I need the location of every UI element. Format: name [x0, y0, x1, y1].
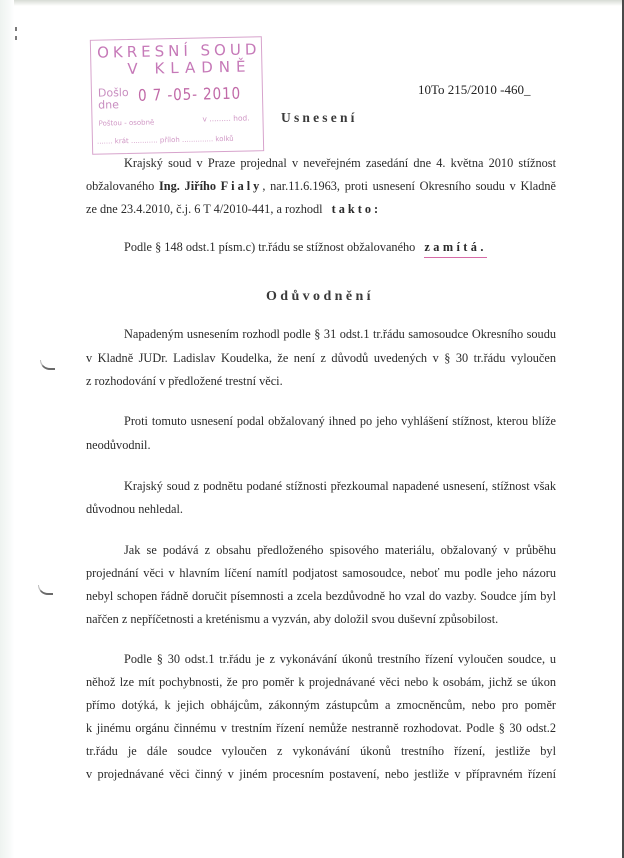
stamp-received-label [98, 87, 129, 112]
reasoning-title: Odůvodnění [266, 289, 374, 304]
stamp-received-label-2: dne [98, 98, 120, 112]
intro-line-3 [86, 201, 556, 217]
reasoning-p1-line-1: Napadeným usnesením rozhodl podle § 31 odst.1 tr.řádu samosoudce Okresního soudu [124, 327, 556, 341]
intro-line-2 [86, 178, 556, 194]
intro-line-3-prefix: ze dne 23.4.2010, č.j. 6 T 4/2010-441, a rozhodl [86, 202, 323, 216]
stamp-court-name: OKRESNÍ SOUD [96, 40, 261, 62]
intro-takto: takto: [331, 202, 382, 216]
reasoning-p5-line-5: tr.řádu je dále soudce vyloučen z vykonávání úkonů trestního řízení, jestliže byl [86, 744, 556, 758]
reasoning-p4-line-1: Jak se podává z obsahu předloženého spisového materiálu, obžalovaný v průběhu [124, 543, 556, 557]
reasoning-p5-line-6: v projednávané věci činný v jiném procesním postavení, nebo jestliže v přípravném řízení [86, 767, 556, 781]
stamp-court-city: V KLADNĚ [127, 57, 252, 79]
scan-edge-left [0, 0, 14, 858]
intro-line-1: Krajský soud v Praze projednal v neveřejném zasedání dne 4. května 2010 stížnost [124, 156, 556, 170]
verdict-decision: zamítá. [424, 240, 486, 258]
punch-hole-mark [15, 36, 17, 40]
stamp-received-label-1: Došlo [97, 86, 129, 100]
reasoning-p2-line-1: Proti tomuto usnesení podal obžalovaný ihned po jeho vyhlášení stížnost, kterou blíže [124, 414, 556, 428]
margin-pencil-mark [38, 585, 53, 595]
intro-line-2-suffix: , nar.11.6.1963, proti usnesení Okresního soudu v Kladně [262, 179, 556, 193]
reasoning-p1-line-3: z rozhodování v předložené trestní věci. [86, 374, 283, 388]
case-reference-number: 10To 215/2010 -460_ [418, 82, 531, 97]
reasoning-p2-line-2: neodůvodnil. [86, 438, 151, 452]
stamp-attachments-line: ....... krát ............ příloh .............. kolků [96, 134, 234, 146]
reasoning-p5-line-1: Podle § 30 odst.1 tr.řádu je z vykonávání úkonů trestního řízení vyloučen soudce, u [124, 652, 556, 666]
defendant-surname: Fialy [220, 179, 263, 193]
reasoning-p5-line-3: přímo dotýká, k jejich obhájcům, zákonným zástupcům a zmocněncům, nebo pro poměr [86, 698, 556, 712]
reasoning-p1-line-2: v Kladně JUDr. Ladislav Koudelka, že není z důvodů uvedených v § 30 tr.řádu vyloučen [86, 351, 556, 365]
document-title: Usnesení [281, 110, 358, 125]
reasoning-p4-line-3: nebyl schopen řádně doručit písemnosti a zcela bezdůvodně ho vzal do vazby. Soudce jím byl [86, 589, 556, 603]
reasoning-p5-line-2: něhož lze mít pochybnosti, že pro poměr k projednávané věci nebo k osobám, jichž se úkon [86, 675, 556, 689]
scan-edge-top [14, 0, 624, 6]
stamp-hour-label: v ......... hod. [202, 113, 250, 124]
intro-defendant-label: obžalovaného [86, 179, 155, 193]
reasoning-p4-line-2: projednání věci v hlavním líčení namítl podjatost samosoudce, neboť mu podle jeho názoru [86, 566, 556, 580]
court-received-stamp [90, 36, 264, 155]
verdict-text: Podle § 148 odst.1 písm.c) tr.řádu se stížnost obžalovaného [124, 240, 416, 254]
stamp-received-date: 0 7 -05- 2010 [137, 83, 242, 105]
reasoning-p3-line-2: důvodnou nehledal. [86, 502, 183, 516]
reasoning-p4-line-4: nařčen z nepříčetnosti a kreténismu a vyzván, aby doložil svou duševní způsobilost. [86, 612, 499, 626]
margin-pencil-mark [40, 360, 55, 370]
reasoning-p5-line-4: k jinému orgánu činnému v trestním řízení nemůže nestranně rozhodovat. Podle § 30 odst.2 [86, 721, 556, 735]
defendant-name: Ing. Jiřího [159, 179, 216, 193]
stamp-delivery-label: Poštou - osobně [98, 118, 155, 128]
verdict [124, 240, 487, 255]
punch-hole-mark [15, 27, 17, 31]
reasoning-p3-line-1: Krajský soud z podnětu podané stížnosti přezkoumal napadené usnesení, stížnost však [124, 479, 556, 493]
